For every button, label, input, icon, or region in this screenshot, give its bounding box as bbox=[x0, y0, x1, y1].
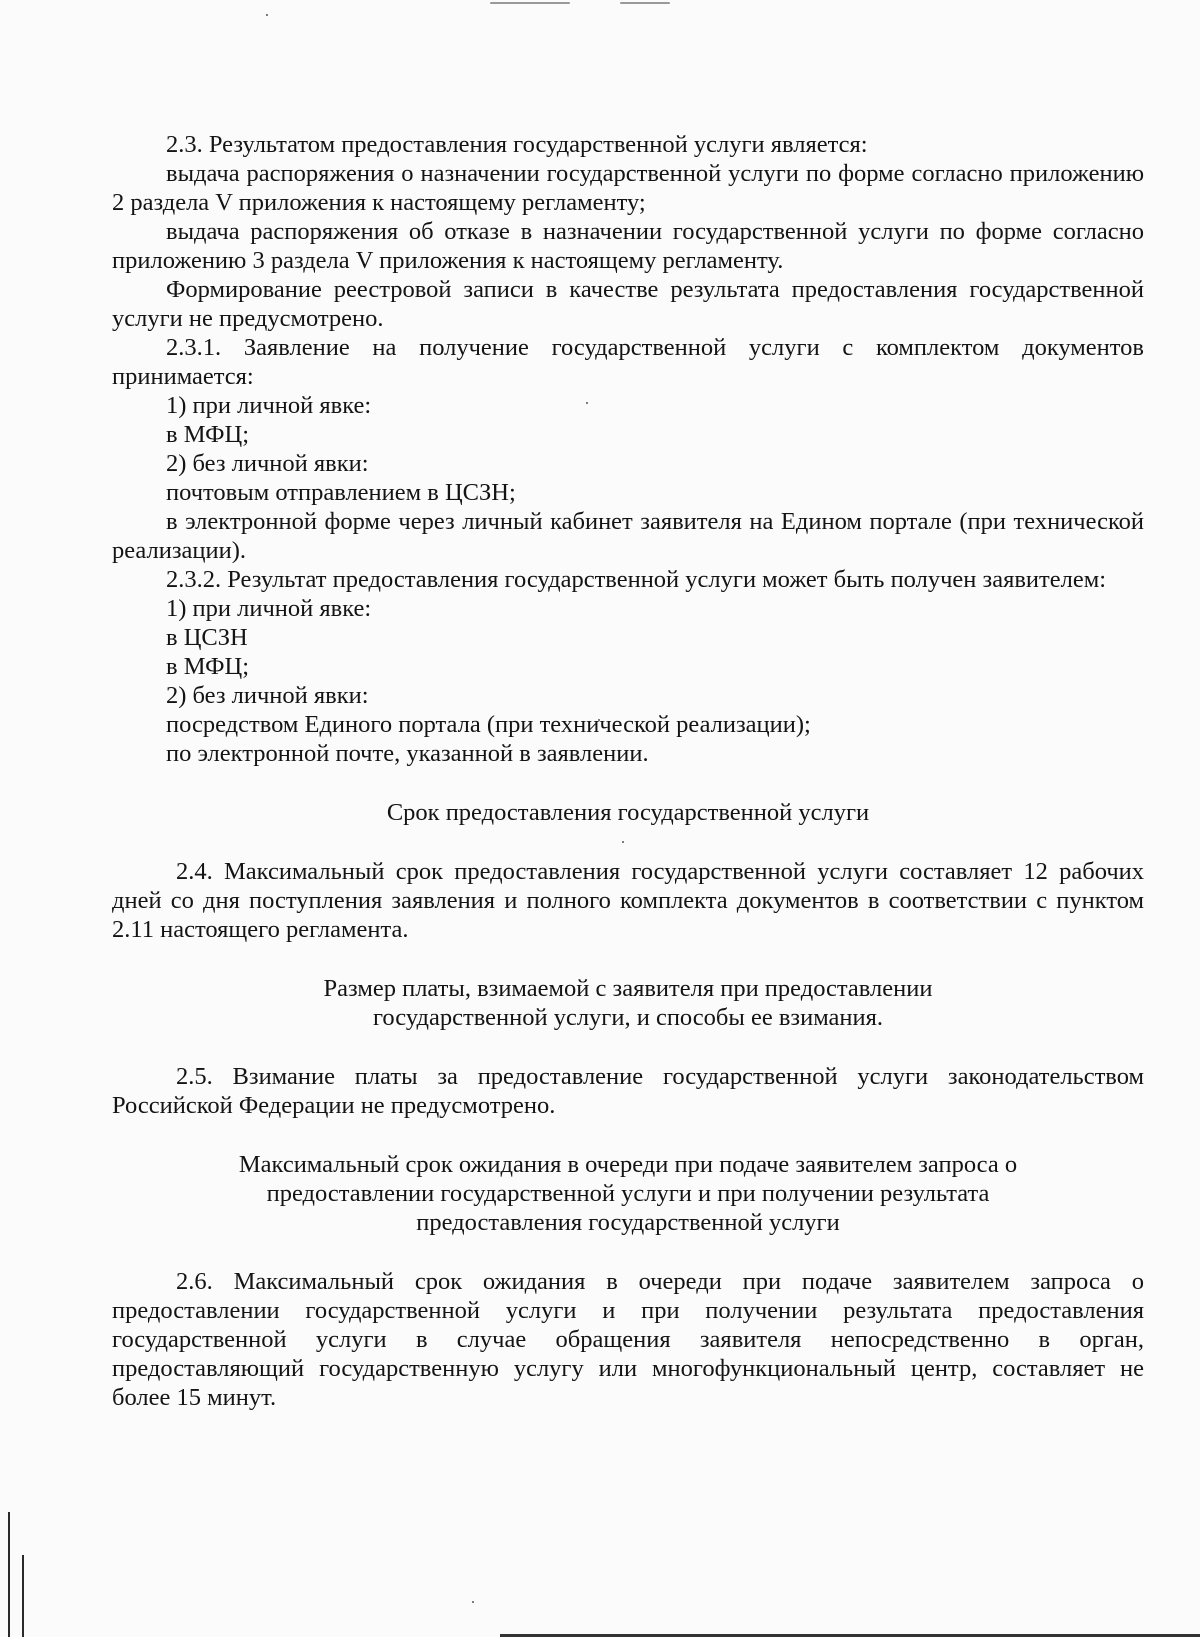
section-heading-queue-line3: предоставления государственной услуги bbox=[416, 1209, 840, 1236]
scan-speck bbox=[620, 2, 670, 4]
section-heading-term: Срок предоставления государственной услуги bbox=[386, 799, 870, 826]
spacer bbox=[112, 768, 1144, 798]
section-heading-queue-line1: Максимальный срок ожидания в очереди при подаче заявителем запроса о bbox=[238, 1151, 1018, 1178]
list-item-mfc: в МФЦ; bbox=[166, 421, 250, 448]
list-item-remote: 2) без личной явки: bbox=[166, 450, 369, 477]
list-item-mail: почтовым отправлением в ЦСЗН; bbox=[166, 479, 516, 506]
list-item-remote-2: 2) без личной явки: bbox=[166, 682, 369, 709]
paragraph-2-5: 2.5. Взимание платы за предоставление государственной услуги законодательством Российской Федерации не предусмотрено. bbox=[112, 1063, 1144, 1119]
paragraph-result-refusal: выдача распоряжения об отказе в назначении государственной услуги по форме согласно приложению 3 раздела V приложения к настоящему регламенту. bbox=[112, 218, 1144, 274]
spacer bbox=[112, 1237, 1144, 1267]
spacer bbox=[112, 827, 1144, 857]
section-heading-fee-line1: Размер платы, взимаемой с заявителя при предоставлении bbox=[323, 975, 933, 1002]
paragraph-2-3-1: 2.3.1. Заявление на получение государственной услуги с комплектом документов принимается: bbox=[112, 334, 1144, 390]
paragraph-2-6: 2.6. Максимальный срок ожидания в очереди при подаче заявителем запроса о предоставлении государственной услуги и при получении результата предоставления государственной услуги в случае обращения заявителя непосредственно в орган, предоставляющий государственную услугу или многофункциональный центр, составляет не более 15 минут. bbox=[112, 1268, 1144, 1411]
section-heading-queue-line2: предоставлении государственной услуги и при получении результата bbox=[266, 1180, 990, 1207]
paragraph-2-4: 2.4. Максимальный срок предоставления государственной услуги составляет 12 рабочих дней со дня поступления заявления и полного комплекта документов в соответствии с пунктом 2.11 настоящего регламента. bbox=[112, 858, 1144, 943]
list-item-portal: посредством Единого портала (при технической реализации); bbox=[166, 711, 811, 738]
paragraph-result-grant: выдача распоряжения о назначении государственной услуги по форме согласно приложению 2 раздела V приложения к настоящему регламенту; bbox=[112, 160, 1144, 216]
list-item-in-person: 1) при личной явке: bbox=[166, 392, 372, 419]
paragraph-2-3: 2.3. Результатом предоставления государственной услуги является: bbox=[166, 131, 868, 158]
scan-speck bbox=[266, 14, 268, 16]
scan-speck bbox=[472, 1601, 474, 1603]
scan-speck bbox=[490, 2, 570, 4]
list-item-cszn: в ЦСЗН bbox=[166, 624, 248, 651]
scan-edge-mark-left bbox=[8, 1512, 10, 1637]
document-body bbox=[112, 130, 1144, 1412]
list-item-mfc-2: в МФЦ; bbox=[166, 653, 250, 680]
spacer bbox=[112, 944, 1144, 974]
spacer bbox=[112, 1032, 1144, 1062]
spacer bbox=[112, 1120, 1144, 1150]
scan-edge-mark-left-inner bbox=[22, 1555, 24, 1637]
list-item-electronic: в электронной форме через личный кабинет заявителя на Едином портале (при технической реализации). bbox=[112, 508, 1144, 564]
list-item-email: по электронной почте, указанной в заявлении. bbox=[166, 740, 649, 767]
list-item-in-person-2: 1) при личной явке: bbox=[166, 595, 372, 622]
paragraph-2-3-2: 2.3.2. Результат предоставления государственной услуги может быть получен заявителем: bbox=[166, 566, 1107, 593]
paragraph-registry-record: Формирование реестровой записи в качестве результата предоставления государственной услуги не предусмотрено. bbox=[112, 276, 1144, 332]
section-heading-fee-line2: государственной услуги, и способы ее взимания. bbox=[372, 1004, 884, 1031]
